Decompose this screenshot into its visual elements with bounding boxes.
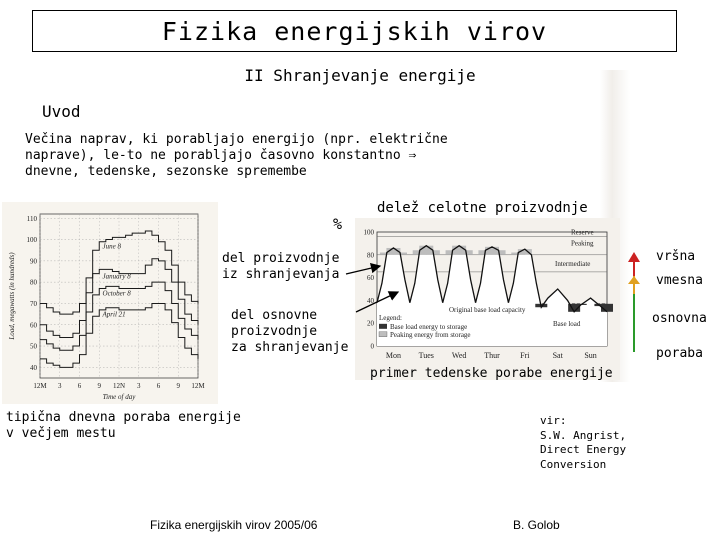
total-share-label: delež celotne proizvodnje: [377, 200, 588, 216]
daily-caption-2: v večjem mestu: [6, 426, 116, 441]
right-level-label: Base load: [553, 319, 581, 328]
left-x-tick: 12M: [191, 382, 205, 390]
storage-output-label-1: del proizvodnje: [222, 251, 340, 266]
left-series-label: June 8: [102, 242, 122, 251]
storage-output-arrow: [346, 266, 380, 274]
slide-title: Fizika energijskih virov: [32, 10, 677, 52]
base-storage-label-1: del osnovne: [231, 308, 318, 323]
left-series-label: October 8: [102, 289, 131, 298]
left-y-axis-title: Load, megawatts (in hundreds): [8, 252, 16, 340]
left-y-tick: 110: [26, 214, 37, 223]
source-line-1: vir:: [540, 414, 567, 427]
base-storage-label-3: za shranjevanje: [231, 340, 349, 355]
intro-line-3: dnevne, tedenske, sezonske spremembe: [25, 164, 307, 179]
legend-consumption: poraba: [656, 346, 703, 361]
right-legend-entry: Peaking energy from storage: [390, 330, 471, 339]
weekly-caption: primer tedenske porabe energije: [370, 366, 613, 381]
right-x-tick: Fri: [520, 351, 530, 360]
right-x-tick: Sat: [552, 351, 563, 360]
peak-scale-arrowhead: [628, 252, 640, 262]
source-block: [540, 414, 626, 472]
right-x-tick: Wed: [451, 351, 467, 360]
daily-caption-1: tipična dnevna poraba energije: [6, 410, 241, 425]
source-line-3: Direct Energy: [540, 443, 627, 456]
legend-base: osnovna: [652, 311, 707, 326]
left-y-tick: 60: [30, 321, 37, 330]
intro-line-2: naprave), le-to ne porabljajo časovno konstantno ⇒: [25, 148, 417, 163]
percent-label: %: [333, 215, 343, 233]
source-line-4: Conversion: [540, 457, 607, 471]
left-x-tick: 9: [176, 382, 180, 390]
left-x-tick: 9: [97, 382, 101, 390]
left-x-tick: 12N: [112, 382, 126, 390]
base-storage-arrow: [356, 292, 398, 312]
intermediate-scale-arrowhead: [628, 276, 640, 284]
right-x-tick: Thur: [484, 351, 500, 360]
right-legend-entry: Base load energy to storage: [390, 322, 468, 331]
right-level-label: Intermediate: [555, 260, 591, 269]
right-x-tick: Tues: [418, 351, 434, 360]
right-level-label: Reserve: [571, 228, 594, 237]
slide-subtitle: II Shranjevanje energije: [244, 66, 476, 85]
right-level-label: Peaking: [571, 239, 594, 248]
left-y-tick: 80: [30, 278, 37, 287]
left-y-tick: 70: [30, 299, 37, 308]
right-level-label: Original base load capacity: [449, 305, 526, 314]
left-y-tick: 40: [30, 363, 37, 372]
left-y-tick: 50: [30, 342, 37, 351]
left-x-tick: 3: [137, 382, 141, 390]
left-x-tick: 12M: [33, 382, 47, 390]
left-x-tick: 6: [156, 382, 161, 390]
intro-heading: Uvod: [42, 102, 81, 121]
left-x-tick: 3: [58, 382, 62, 390]
right-y-tick: 60: [367, 274, 374, 283]
right-y-tick: 0: [370, 342, 374, 351]
right-legend-title: Legend:: [379, 313, 402, 322]
right-x-tick: Mon: [385, 351, 401, 360]
left-x-axis-title: Time of day: [102, 393, 136, 401]
storage-output-label-2: iz shranjevanja: [222, 267, 340, 282]
right-y-tick: 100: [363, 228, 374, 237]
left-y-tick: 100: [26, 236, 37, 245]
intro-line-1: Večina naprav, ki porabljajo energijo (npr. električne: [25, 132, 448, 147]
right-y-tick: 80: [367, 251, 374, 260]
right-x-tick: Sun: [584, 351, 597, 360]
left-series-label: January 8: [102, 272, 131, 281]
right-y-tick: 20: [367, 319, 374, 328]
legend-peak: vršna: [656, 249, 696, 264]
left-x-tick: 6: [77, 382, 82, 390]
source-line-2: S.W. Angrist,: [540, 428, 627, 442]
legend-intermediate: vmesna: [656, 273, 703, 288]
right-y-tick: 40: [367, 296, 374, 305]
base-storage-label-2: proizvodnje: [231, 324, 318, 339]
footer-right: B. Golob: [513, 518, 560, 532]
left-y-tick: 90: [30, 257, 37, 266]
left-series-label: April 21: [102, 310, 126, 319]
footer-left: Fizika energijskih virov 2005/06: [150, 518, 318, 532]
